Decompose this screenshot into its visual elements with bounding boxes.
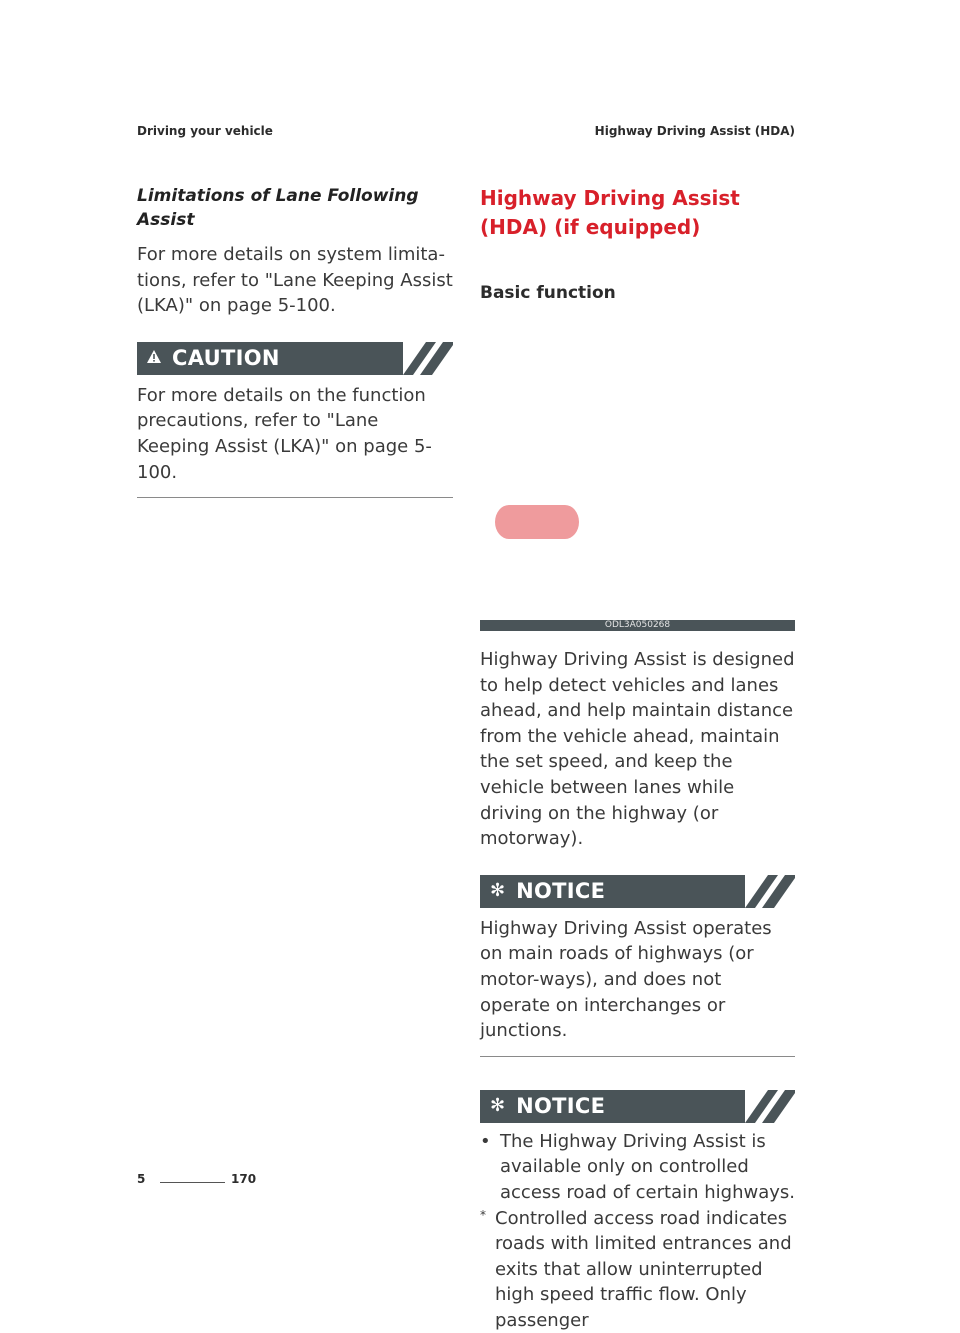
caution-text: For more details on the function precautions, refer to "Lane Keeping Assist (LKA)" on page 5-100.	[137, 383, 453, 485]
notice-footnote-text: Controlled access road indicates roads with limited entrances and exits that allow uninterrupted high speed traffic flow. Only passenger	[495, 1208, 792, 1331]
header-section-title: Driving your vehicle	[137, 124, 273, 138]
hda-illustration	[480, 293, 795, 631]
footer-chapter-number: 5	[137, 1172, 145, 1186]
notice-footnote	[480, 1206, 795, 1333]
caution-banner	[137, 342, 453, 375]
notice-title-1: NOTICE	[516, 879, 605, 903]
warning-triangle-icon	[147, 350, 161, 366]
hda-title: Highway Driving Assist (HDA) (if equipped)	[480, 184, 795, 242]
notice-text-1: Highway Driving Assist operates on main roads of highways (or motor-ways), and does not operate on interchanges or junctions.	[480, 916, 795, 1044]
asterisk-icon: ✻	[490, 1097, 505, 1115]
banner-stripes-decoration	[745, 875, 795, 908]
banner-stripes-decoration	[745, 1090, 795, 1123]
left-column	[137, 184, 453, 498]
caution-end-rule	[137, 497, 453, 498]
notice-banner-1	[480, 875, 795, 908]
bullet-dot: •	[480, 1129, 491, 1155]
hda-description: Highway Driving Assist is designed to help detect vehicles and lanes ahead, and help maintain distance from the vehicle ahead, maintain the set speed, and keep the vehicle between lanes while driving on the highway (or motorway).	[480, 647, 795, 852]
notice-bullet-text: The Highway Driving Assist is available only on controlled access road of certain highways.	[500, 1131, 795, 1203]
vehicle-shape	[495, 505, 579, 539]
header-topic-title: Highway Driving Assist (HDA)	[595, 124, 795, 138]
basic-function-heading: Basic function	[480, 283, 795, 303]
lfa-limitations-text: For more details on system limita-tions, refer to "Lane Keeping Assist (LKA)" on page 5-100.	[137, 242, 453, 319]
asterisk-icon: ✻	[490, 882, 505, 900]
right-column	[480, 184, 795, 1333]
notice-title-2: NOTICE	[516, 1094, 605, 1118]
footer-page-number: 170	[231, 1172, 256, 1186]
lfa-limitations-heading: Limitations of Lane Following Assist	[137, 184, 453, 232]
notice-bullet	[480, 1129, 795, 1206]
figure-code-bar: ODL3A050268	[480, 620, 795, 631]
caution-title: CAUTION	[172, 346, 280, 370]
footnote-asterisk: *	[480, 1203, 486, 1229]
notice-banner-2	[480, 1090, 795, 1123]
banner-stripes-decoration	[403, 342, 453, 375]
footer-rule	[160, 1182, 225, 1183]
